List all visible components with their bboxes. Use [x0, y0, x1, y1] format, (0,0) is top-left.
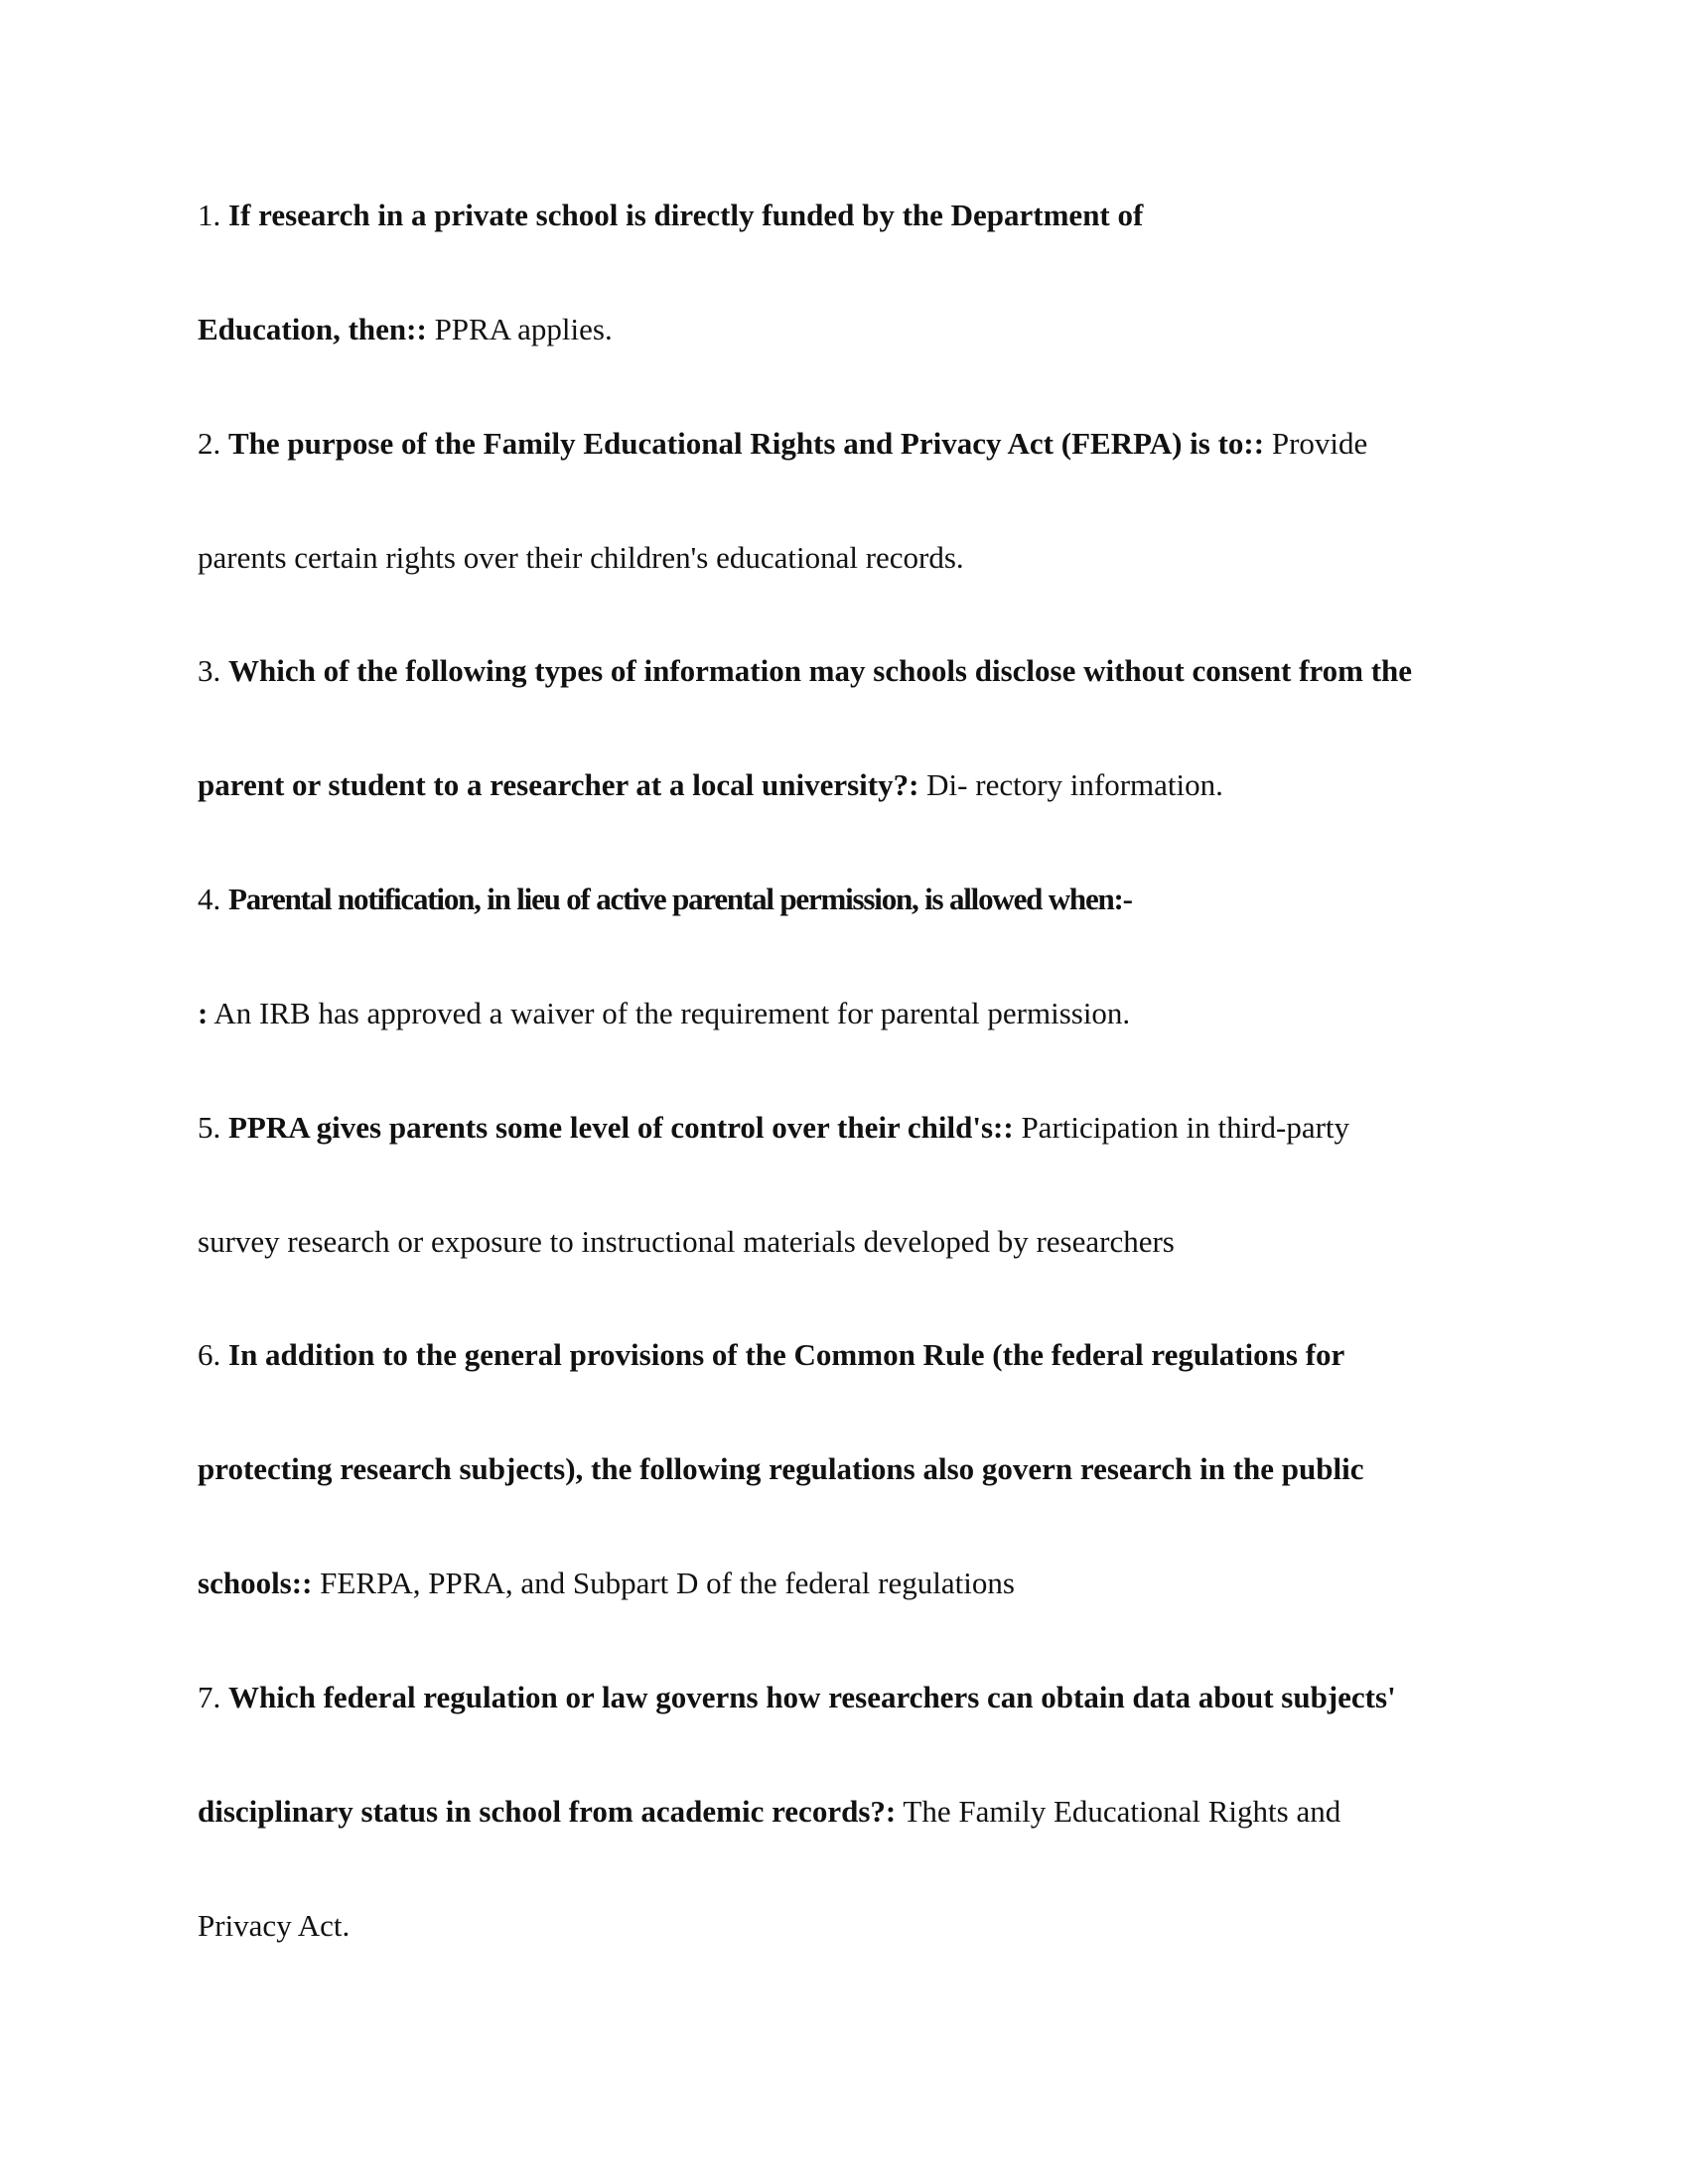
item-3-number: 3.	[198, 653, 221, 688]
item-2-answer-cont: parents certain rights over their children's educational records.	[198, 540, 964, 575]
item-7-line-3	[198, 1901, 1518, 1951]
item-7-number: 7.	[198, 1680, 221, 1714]
item-2-line-2	[198, 533, 1518, 583]
item-4-question: Parental notification, in lieu of active parental permission, is allowed when:-	[228, 882, 1132, 916]
item-6-question-cont: protecting research subjects), the following regulations also govern research in the public	[198, 1451, 1364, 1486]
item-5-line-2	[198, 1217, 1518, 1267]
item-6-question: In addition to the general provisions of the Common Rule (the federal regulations for	[228, 1337, 1345, 1372]
item-4-number: 4.	[198, 882, 221, 916]
item-6-answer: FERPA, PPRA, and Subpart D of the federal regulations	[320, 1566, 1015, 1600]
item-6-line-1	[198, 1330, 1518, 1380]
item-1-line-2	[198, 305, 1518, 354]
item-1-question: If research in a private school is directly funded by the Department of	[228, 198, 1144, 232]
item-5-number: 5.	[198, 1110, 221, 1145]
item-7-answer-cont: Privacy Act.	[198, 1908, 351, 1943]
item-4-answer: An IRB has approved a waiver of the requirement for parental permission.	[213, 996, 1131, 1030]
item-3-line-2	[198, 760, 1518, 810]
item-4-line-2	[198, 989, 1518, 1038]
item-5-question: PPRA gives parents some level of control over their child's::	[228, 1110, 1014, 1145]
item-2-number: 2.	[198, 426, 221, 461]
item-6-line-3	[198, 1559, 1518, 1608]
item-3-question-cont: parent or student to a researcher at a local university?:	[198, 767, 919, 802]
item-3-answer: Di- rectory information.	[926, 767, 1223, 802]
item-4-question-cont: :	[198, 996, 209, 1030]
item-7-line-1	[198, 1673, 1518, 1722]
item-2-answer: Provide	[1271, 426, 1368, 461]
item-5-line-1	[198, 1103, 1518, 1153]
item-6-number: 6.	[198, 1337, 221, 1372]
item-5-answer: Participation in third-party	[1021, 1110, 1350, 1145]
item-4-line-1	[198, 875, 1518, 924]
item-7-line-2	[198, 1787, 1518, 1837]
item-1-question-cont: Education, then::	[198, 312, 427, 346]
item-7-question-cont: disciplinary status in school from academic records?:	[198, 1794, 897, 1829]
item-1-line-1	[198, 191, 1518, 240]
item-1-number: 1.	[198, 198, 221, 232]
item-6-question-cont-2: schools::	[198, 1566, 313, 1600]
item-3-question: Which of the following types of information may schools disclose without consent from the	[228, 653, 1413, 688]
item-7-question: Which federal regulation or law governs how researchers can obtain data about subjects'	[228, 1680, 1396, 1714]
item-3-line-1	[198, 646, 1518, 696]
item-5-answer-cont: survey research or exposure to instructional materials developed by researchers	[198, 1224, 1175, 1259]
item-2-question: The purpose of the Family Educational Rights and Privacy Act (FERPA) is to::	[228, 426, 1265, 461]
item-1-answer: PPRA applies.	[434, 312, 613, 346]
item-6-line-2	[198, 1444, 1518, 1494]
item-7-answer: The Family Educational Rights and	[903, 1794, 1341, 1829]
item-2-line-1	[198, 419, 1518, 469]
